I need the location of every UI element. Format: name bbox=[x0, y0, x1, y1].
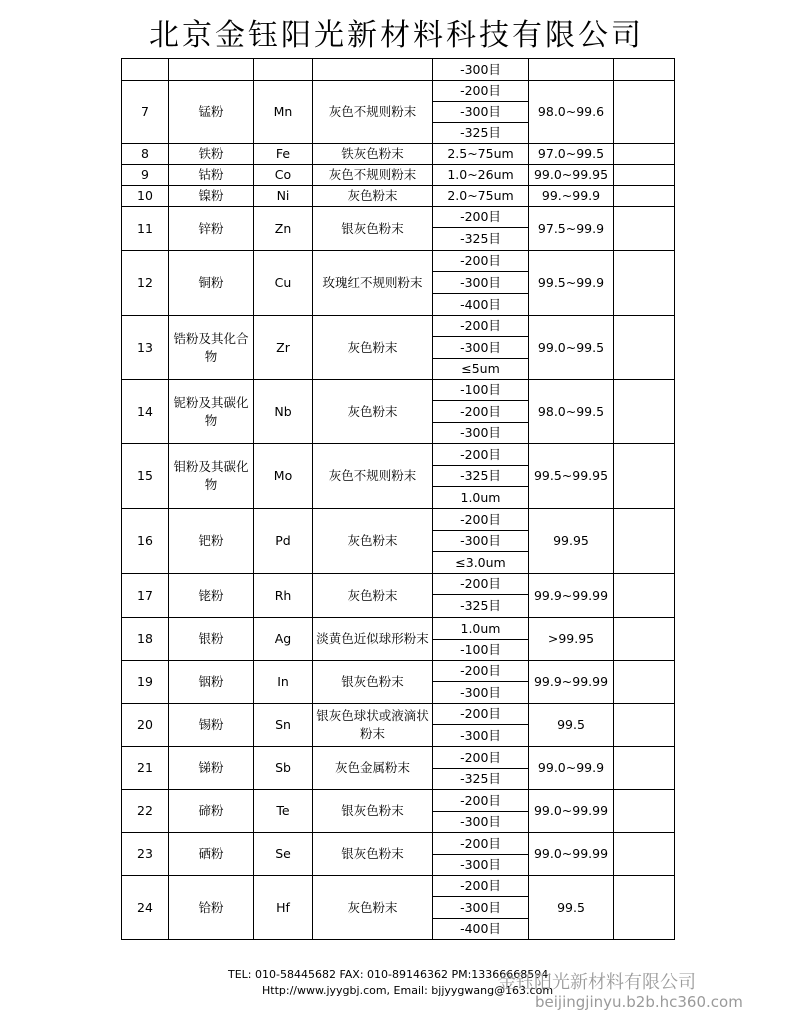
material-name: 硒粉 bbox=[169, 833, 254, 876]
purity: 97.5~99.9 bbox=[529, 207, 614, 251]
material-name: 钴粉 bbox=[169, 165, 254, 186]
appearance: 灰色不规则粉末 bbox=[313, 165, 433, 186]
row-number: 9 bbox=[122, 165, 169, 186]
row-number: 7 bbox=[122, 81, 169, 144]
material-name: 钼粉及其碳化物 bbox=[169, 444, 254, 509]
purity: 98.0~99.5 bbox=[529, 380, 614, 444]
material-name: 钯粉 bbox=[169, 509, 254, 574]
mesh-size: -300目 bbox=[433, 855, 529, 876]
document-title: 北京金钰阳光新材料科技有限公司 bbox=[149, 18, 644, 53]
spec-table-body bbox=[122, 59, 675, 940]
element-symbol: Sb bbox=[254, 747, 313, 790]
material-name: 锡粉 bbox=[169, 704, 254, 747]
extra-cell bbox=[614, 444, 675, 509]
table-row bbox=[122, 59, 675, 81]
material-name: 锆粉及其化合物 bbox=[169, 316, 254, 380]
mesh-size: -325目 bbox=[433, 595, 529, 618]
extra-cell bbox=[614, 380, 675, 444]
mesh-size: -200目 bbox=[433, 81, 529, 102]
extra-cell bbox=[614, 704, 675, 747]
material-name: 银粉 bbox=[169, 618, 254, 661]
material-name: 碲粉 bbox=[169, 790, 254, 833]
purity: 99.5 bbox=[529, 876, 614, 940]
purity: 98.0~99.6 bbox=[529, 81, 614, 144]
mesh-size: -200目 bbox=[433, 509, 529, 531]
row-number: 10 bbox=[122, 186, 169, 207]
table-row bbox=[122, 509, 675, 531]
mesh-size: -400目 bbox=[433, 294, 529, 316]
extra-cell bbox=[614, 790, 675, 833]
row-number: 21 bbox=[122, 747, 169, 790]
material-name: 铁粉 bbox=[169, 144, 254, 165]
mesh-size: -200目 bbox=[433, 574, 529, 595]
extra-cell bbox=[614, 747, 675, 790]
mesh-size: ≤3.0um bbox=[433, 552, 529, 574]
table-row bbox=[122, 380, 675, 401]
mesh-size: -300目 bbox=[433, 337, 529, 359]
mesh-size: -325目 bbox=[433, 123, 529, 144]
mesh-size: ≤5um bbox=[433, 359, 529, 380]
mesh-size: 2.0~75um bbox=[433, 186, 529, 207]
appearance: 灰色不规则粉末 bbox=[313, 81, 433, 144]
table-row bbox=[122, 251, 675, 272]
extra-cell bbox=[614, 186, 675, 207]
element-symbol: Zr bbox=[254, 316, 313, 380]
footer-contact: TEL: 010-58445682 FAX: 010-89146362 PM:13366668594 bbox=[228, 968, 549, 981]
extra-cell bbox=[614, 618, 675, 661]
material-name: 锌粉 bbox=[169, 207, 254, 251]
material-name: 锰粉 bbox=[169, 81, 254, 144]
mesh-size: -200目 bbox=[433, 747, 529, 769]
mesh-size: -200目 bbox=[433, 876, 529, 897]
material-name: 铌粉及其碳化物 bbox=[169, 380, 254, 444]
extra-cell bbox=[614, 81, 675, 144]
material-name: 铪粉 bbox=[169, 876, 254, 940]
appearance: 灰色粉末 bbox=[313, 316, 433, 380]
table-row bbox=[122, 574, 675, 595]
element-symbol: Pd bbox=[254, 509, 313, 574]
purity: 99.0~99.99 bbox=[529, 833, 614, 876]
table-row bbox=[122, 618, 675, 640]
appearance bbox=[313, 59, 433, 81]
element-symbol: Fe bbox=[254, 144, 313, 165]
table-row bbox=[122, 444, 675, 466]
purity: 97.0~99.5 bbox=[529, 144, 614, 165]
appearance: 淡黄色近似球形粉末 bbox=[313, 618, 433, 661]
purity: 99.5 bbox=[529, 704, 614, 747]
element-symbol: Te bbox=[254, 790, 313, 833]
material-name: 铑粉 bbox=[169, 574, 254, 618]
watermark-site: beijingjinyu.b2b.hc360.com bbox=[535, 993, 743, 1011]
purity: 99.5~99.95 bbox=[529, 444, 614, 509]
mesh-size: -300目 bbox=[433, 897, 529, 919]
element-symbol bbox=[254, 59, 313, 81]
row-number: 12 bbox=[122, 251, 169, 316]
product-spec-table bbox=[121, 58, 675, 940]
material-name bbox=[169, 59, 254, 81]
mesh-size: -200目 bbox=[433, 207, 529, 228]
mesh-size: -100目 bbox=[433, 640, 529, 661]
appearance: 玫瑰红不规则粉末 bbox=[313, 251, 433, 316]
element-symbol: In bbox=[254, 661, 313, 704]
table-row bbox=[122, 876, 675, 897]
mesh-size: -200目 bbox=[433, 790, 529, 812]
row-number: 11 bbox=[122, 207, 169, 251]
element-symbol: Zn bbox=[254, 207, 313, 251]
element-symbol: Rh bbox=[254, 574, 313, 618]
extra-cell bbox=[614, 144, 675, 165]
extra-cell bbox=[614, 574, 675, 618]
purity: >99.95 bbox=[529, 618, 614, 661]
table-row bbox=[122, 207, 675, 228]
purity bbox=[529, 59, 614, 81]
table-row bbox=[122, 747, 675, 769]
row-number: 15 bbox=[122, 444, 169, 509]
purity: 99.9~99.99 bbox=[529, 574, 614, 618]
purity: 99.0~99.99 bbox=[529, 790, 614, 833]
mesh-size: -100目 bbox=[433, 380, 529, 401]
row-number: 18 bbox=[122, 618, 169, 661]
appearance: 灰色粉末 bbox=[313, 876, 433, 940]
mesh-size: -200目 bbox=[433, 833, 529, 855]
extra-cell bbox=[614, 316, 675, 380]
appearance: 灰色粉末 bbox=[313, 509, 433, 574]
mesh-size: 2.5~75um bbox=[433, 144, 529, 165]
mesh-size: -300目 bbox=[433, 102, 529, 123]
mesh-size: -325目 bbox=[433, 228, 529, 251]
appearance: 银灰色球状或液滴状粉末 bbox=[313, 704, 433, 747]
purity: 99.0~99.95 bbox=[529, 165, 614, 186]
material-name: 铟粉 bbox=[169, 661, 254, 704]
purity: 99.95 bbox=[529, 509, 614, 574]
mesh-size: -300目 bbox=[433, 423, 529, 444]
mesh-size: -200目 bbox=[433, 316, 529, 337]
table-row bbox=[122, 704, 675, 725]
material-name: 铜粉 bbox=[169, 251, 254, 316]
extra-cell bbox=[614, 509, 675, 574]
appearance: 银灰色粉末 bbox=[313, 790, 433, 833]
material-name: 锑粉 bbox=[169, 747, 254, 790]
element-symbol: Mo bbox=[254, 444, 313, 509]
row-number: 23 bbox=[122, 833, 169, 876]
purity: 99.0~99.5 bbox=[529, 316, 614, 380]
mesh-size: -200目 bbox=[433, 661, 529, 682]
extra-cell bbox=[614, 833, 675, 876]
element-symbol: Hf bbox=[254, 876, 313, 940]
mesh-size: -300目 bbox=[433, 725, 529, 747]
row-number: 8 bbox=[122, 144, 169, 165]
mesh-size: -300目 bbox=[433, 812, 529, 833]
mesh-size: -200目 bbox=[433, 444, 529, 466]
purity: 99.9~99.99 bbox=[529, 661, 614, 704]
row-number: 19 bbox=[122, 661, 169, 704]
table-row bbox=[122, 833, 675, 855]
element-symbol: Se bbox=[254, 833, 313, 876]
element-symbol: Ag bbox=[254, 618, 313, 661]
element-symbol: Sn bbox=[254, 704, 313, 747]
row-number: 22 bbox=[122, 790, 169, 833]
purity: 99.0~99.9 bbox=[529, 747, 614, 790]
element-symbol: Ni bbox=[254, 186, 313, 207]
appearance: 灰色粉末 bbox=[313, 186, 433, 207]
element-symbol: Cu bbox=[254, 251, 313, 316]
mesh-size: -200目 bbox=[433, 704, 529, 725]
mesh-size: -300目 bbox=[433, 272, 529, 294]
row-number bbox=[122, 59, 169, 81]
appearance: 灰色不规则粉末 bbox=[313, 444, 433, 509]
mesh-size: -325目 bbox=[433, 769, 529, 790]
table-row bbox=[122, 661, 675, 682]
appearance: 银灰色粉末 bbox=[313, 833, 433, 876]
row-number: 20 bbox=[122, 704, 169, 747]
mesh-size: -200目 bbox=[433, 401, 529, 423]
appearance: 灰色金属粉末 bbox=[313, 747, 433, 790]
table-row bbox=[122, 790, 675, 812]
footer-web-email: Http://www.jyygbj.com, Email: bjjyygwang@163.com bbox=[262, 984, 554, 997]
mesh-size: -325目 bbox=[433, 466, 529, 487]
row-number: 24 bbox=[122, 876, 169, 940]
extra-cell bbox=[614, 876, 675, 940]
mesh-size: 1.0um bbox=[433, 487, 529, 509]
extra-cell bbox=[614, 165, 675, 186]
mesh-size: -200目 bbox=[433, 251, 529, 272]
appearance: 银灰色粉末 bbox=[313, 661, 433, 704]
extra-cell bbox=[614, 59, 675, 81]
row-number: 16 bbox=[122, 509, 169, 574]
appearance: 铁灰色粉末 bbox=[313, 144, 433, 165]
element-symbol: Nb bbox=[254, 380, 313, 444]
table-row bbox=[122, 316, 675, 337]
appearance: 灰色粉末 bbox=[313, 380, 433, 444]
extra-cell bbox=[614, 251, 675, 316]
material-name: 镍粉 bbox=[169, 186, 254, 207]
mesh-size: -300目 bbox=[433, 59, 529, 81]
table-row bbox=[122, 144, 675, 165]
appearance: 银灰色粉末 bbox=[313, 207, 433, 251]
extra-cell bbox=[614, 661, 675, 704]
element-symbol: Mn bbox=[254, 81, 313, 144]
row-number: 14 bbox=[122, 380, 169, 444]
table-row bbox=[122, 165, 675, 186]
element-symbol: Co bbox=[254, 165, 313, 186]
appearance: 灰色粉末 bbox=[313, 574, 433, 618]
row-number: 17 bbox=[122, 574, 169, 618]
mesh-size: -300目 bbox=[433, 531, 529, 552]
table-row bbox=[122, 81, 675, 102]
extra-cell bbox=[614, 207, 675, 251]
mesh-size: -300目 bbox=[433, 682, 529, 704]
row-number: 13 bbox=[122, 316, 169, 380]
purity: 99.5~99.9 bbox=[529, 251, 614, 316]
purity: 99.~99.9 bbox=[529, 186, 614, 207]
watermark-company: 金钰阳光新材料有限公司 bbox=[498, 972, 696, 993]
mesh-size: 1.0um bbox=[433, 618, 529, 640]
mesh-size: -400目 bbox=[433, 919, 529, 940]
table-row bbox=[122, 186, 675, 207]
mesh-size: 1.0~26um bbox=[433, 165, 529, 186]
